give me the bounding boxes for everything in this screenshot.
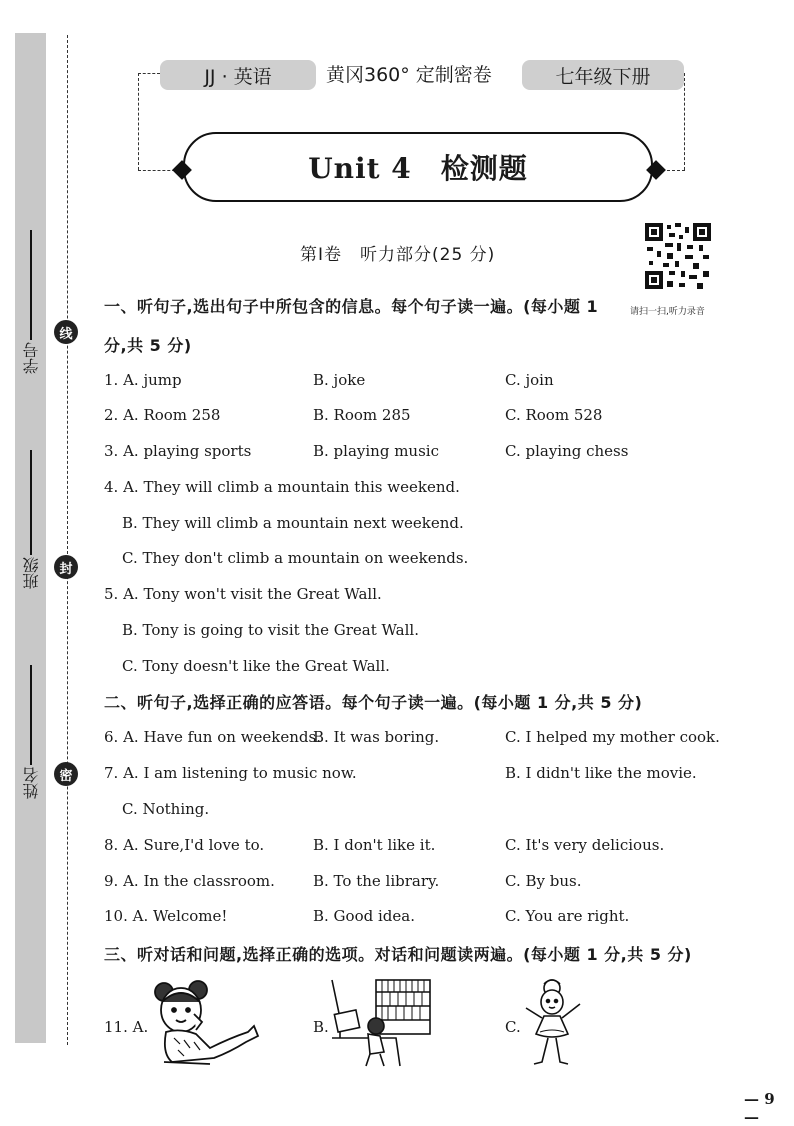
class-label: 班级 xyxy=(21,557,41,589)
class-line xyxy=(30,450,32,555)
grade-pill: 七年级下册 xyxy=(522,60,684,90)
girl-on-phone-picture[interactable] xyxy=(150,978,260,1070)
q4-option-b[interactable]: B. They will climb a mountain next weekend. xyxy=(122,514,464,532)
q1-option-b[interactable]: B. joke xyxy=(313,371,366,389)
q6-option-c[interactable]: C. I helped my mother cook. xyxy=(505,728,720,746)
q7-option-c[interactable]: C. Nothing. xyxy=(122,800,210,818)
q3-option-c[interactable]: C. playing chess xyxy=(505,442,629,460)
dancing-girl-picture[interactable] xyxy=(520,978,590,1070)
qr-code-icon[interactable] xyxy=(645,223,711,289)
name-line xyxy=(30,665,32,765)
q10-option-a[interactable]: 10. A. Welcome! xyxy=(104,907,228,925)
q8-option-b[interactable]: B. I don't like it. xyxy=(313,836,436,854)
seal-mark-line: 线 xyxy=(54,320,78,344)
section-3-title: 三、听对话和问题,选择正确的选项。对话和问题读两遍。(每小题 1 分,共 5 分) xyxy=(104,945,692,964)
student-number-field[interactable] xyxy=(16,230,46,374)
section-1-title-line2: 分,共 5 分) xyxy=(104,336,192,355)
q11-option-c[interactable]: C. xyxy=(505,1018,521,1036)
q11-option-b[interactable]: B. xyxy=(313,1018,329,1036)
q5-option-a[interactable]: 5. A. Tony won't visit the Great Wall. xyxy=(104,585,382,603)
q11-option-a[interactable]: 11. A. xyxy=(104,1018,149,1036)
series-name: 黄冈360° 定制密卷 xyxy=(326,64,492,86)
q10-option-b[interactable]: B. Good idea. xyxy=(313,907,415,925)
child-at-computer-picture[interactable] xyxy=(330,978,434,1070)
q7-option-b[interactable]: B. I didn't like the movie. xyxy=(505,764,697,782)
q9-option-c[interactable]: C. By bus. xyxy=(505,872,582,890)
q7-option-a[interactable]: 7. A. I am listening to music now. xyxy=(104,764,357,782)
name-field[interactable] xyxy=(16,665,46,799)
section-1-title-line1: 一、听句子,选出句子中所包含的信息。每个句子读一遍。(每小题 1 xyxy=(104,297,599,316)
class-field[interactable] xyxy=(16,450,46,589)
header-dash-left-top xyxy=(138,73,160,74)
q10-option-c[interactable]: C. You are right. xyxy=(505,907,630,925)
q3-option-a[interactable]: 3. A. playing sports xyxy=(104,442,252,460)
q2-option-c[interactable]: C. Room 528 xyxy=(505,406,603,424)
seal-mark-secret: 密 xyxy=(54,762,78,786)
student-number-label: 学号 xyxy=(21,342,41,374)
student-number-line xyxy=(30,230,32,340)
q4-option-a[interactable]: 4. A. They will climb a mountain this weekend. xyxy=(104,478,460,496)
cut-line xyxy=(67,35,68,1045)
q5-option-b[interactable]: B. Tony is going to visit the Great Wall. xyxy=(122,621,419,639)
q6-option-b[interactable]: B. It was boring. xyxy=(313,728,440,746)
subject-pill: JJ · 英语 xyxy=(160,60,316,90)
unit-title: Unit 4 检测题 xyxy=(183,132,653,202)
name-label: 姓名 xyxy=(21,767,41,799)
q8-option-c[interactable]: C. It's very delicious. xyxy=(505,836,665,854)
q3-option-b[interactable]: B. playing music xyxy=(313,442,439,460)
q9-option-b[interactable]: B. To the library. xyxy=(313,872,440,890)
header-dash-left-vertical xyxy=(138,73,139,170)
seal-mark-seal: 封 xyxy=(54,555,78,579)
header-dash-right-vertical xyxy=(684,73,685,170)
q8-option-a[interactable]: 8. A. Sure,I'd love to. xyxy=(104,836,265,854)
section-2-title: 二、听句子,选择正确的应答语。每个句子读一遍。(每小题 1 分,共 5 分) xyxy=(104,693,643,712)
q5-option-c[interactable]: C. Tony doesn't like the Great Wall. xyxy=(122,657,390,675)
qr-caption: 请扫一扫,听力录音 xyxy=(630,307,705,317)
page-number: — 9 — xyxy=(744,1090,775,1126)
q9-option-a[interactable]: 9. A. In the classroom. xyxy=(104,872,275,890)
q2-option-a[interactable]: 2. A. Room 258 xyxy=(104,406,221,424)
q1-option-c[interactable]: C. join xyxy=(505,371,554,389)
part-title: 第Ⅰ卷 听力部分(25 分) xyxy=(300,245,496,265)
q4-option-c[interactable]: C. They don't climb a mountain on weekends. xyxy=(122,549,469,567)
q2-option-b[interactable]: B. Room 285 xyxy=(313,406,411,424)
q1-option-a[interactable]: 1. A. jump xyxy=(104,371,182,389)
q6-option-a[interactable]: 6. A. Have fun on weekends. xyxy=(104,728,321,746)
